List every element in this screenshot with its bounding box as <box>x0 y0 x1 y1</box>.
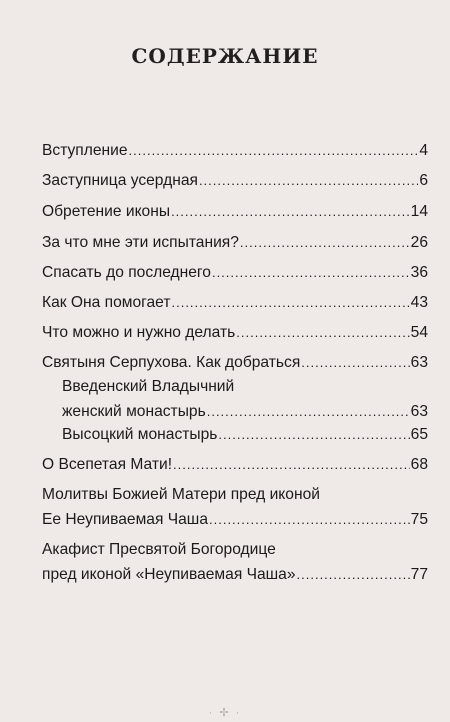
toc-entry-title: За что мне эти испытания? <box>42 234 239 251</box>
toc-page-number: 54 <box>410 324 428 341</box>
toc-page-number: 26 <box>410 234 428 251</box>
ornament-icon: · ✢ · <box>208 707 242 719</box>
toc-entry-title: Заступница усердная <box>42 172 198 189</box>
toc-entry-title: Обретение иконы <box>42 203 171 220</box>
toc-leader-dots <box>207 402 410 421</box>
toc-entry-title: женский монастырь <box>62 403 206 420</box>
toc-leader-dots <box>173 455 410 474</box>
toc-leader-dots <box>199 171 418 190</box>
toc-entry <box>42 540 428 584</box>
toc-leader-dots <box>171 293 409 312</box>
toc-entry-title: пред иконой «Неупиваемая Чаша» <box>42 566 296 583</box>
toc-entry-title: Что можно и нужно делать <box>42 324 236 341</box>
toc-leader-dots <box>171 202 410 221</box>
toc-entry <box>42 455 428 474</box>
toc-leader-dots <box>240 233 410 252</box>
toc-entry <box>42 171 428 190</box>
toc-page-number: 14 <box>410 203 428 220</box>
toc-subentry <box>62 425 428 444</box>
toc-entry <box>42 293 428 312</box>
toc-entry-title: Как Она помогает <box>42 294 171 311</box>
toc-page-number: 75 <box>410 511 428 528</box>
toc-entry-title: Ее Неупиваемая Чаша <box>42 511 208 528</box>
page-title: СОДЕРЖАНИЕ <box>131 44 319 68</box>
toc-entry <box>42 353 428 372</box>
toc-entry <box>42 233 428 252</box>
toc-page-number: 65 <box>410 426 428 443</box>
toc-page-number: 63 <box>410 403 428 420</box>
toc-leader-dots <box>297 565 410 584</box>
toc-entry <box>42 202 428 221</box>
toc-page-number: 36 <box>410 264 428 281</box>
toc-entry <box>42 323 428 342</box>
toc-entry-title: Вступление <box>42 142 128 159</box>
toc-page-number: 6 <box>419 172 428 189</box>
toc-entry-title-line1: Введенский Владычний <box>62 378 235 395</box>
toc-leader-dots <box>301 353 409 372</box>
toc-leader-dots <box>209 510 410 529</box>
toc-entry-title: Святыня Серпухова. Как добраться <box>42 354 301 371</box>
toc-entry-title-line1: Акафист Пресвятой Богородице <box>42 541 276 558</box>
toc-page-number: 77 <box>410 566 428 583</box>
toc-leader-dots <box>212 263 410 282</box>
toc-entry-title-line1: Молитвы Божией Матери пред иконой <box>42 486 320 503</box>
toc-entry-title: Высоцкий монастырь <box>62 426 218 443</box>
toc-entry-title: Спасать до последнего <box>42 264 211 281</box>
toc-leader-dots <box>236 323 409 342</box>
toc-page-number: 68 <box>410 456 428 473</box>
toc-entry <box>42 141 428 160</box>
toc-subentry <box>62 377 428 421</box>
toc-leader-dots <box>129 141 419 160</box>
toc-leader-dots <box>218 425 409 444</box>
toc-page-number: 43 <box>410 294 428 311</box>
toc-page-number: 63 <box>410 354 428 371</box>
toc-entry <box>42 485 428 529</box>
toc-page-number: 4 <box>419 142 428 159</box>
toc-entry <box>42 263 428 282</box>
toc-entry-title: О Всепетая Мати! <box>42 456 173 473</box>
